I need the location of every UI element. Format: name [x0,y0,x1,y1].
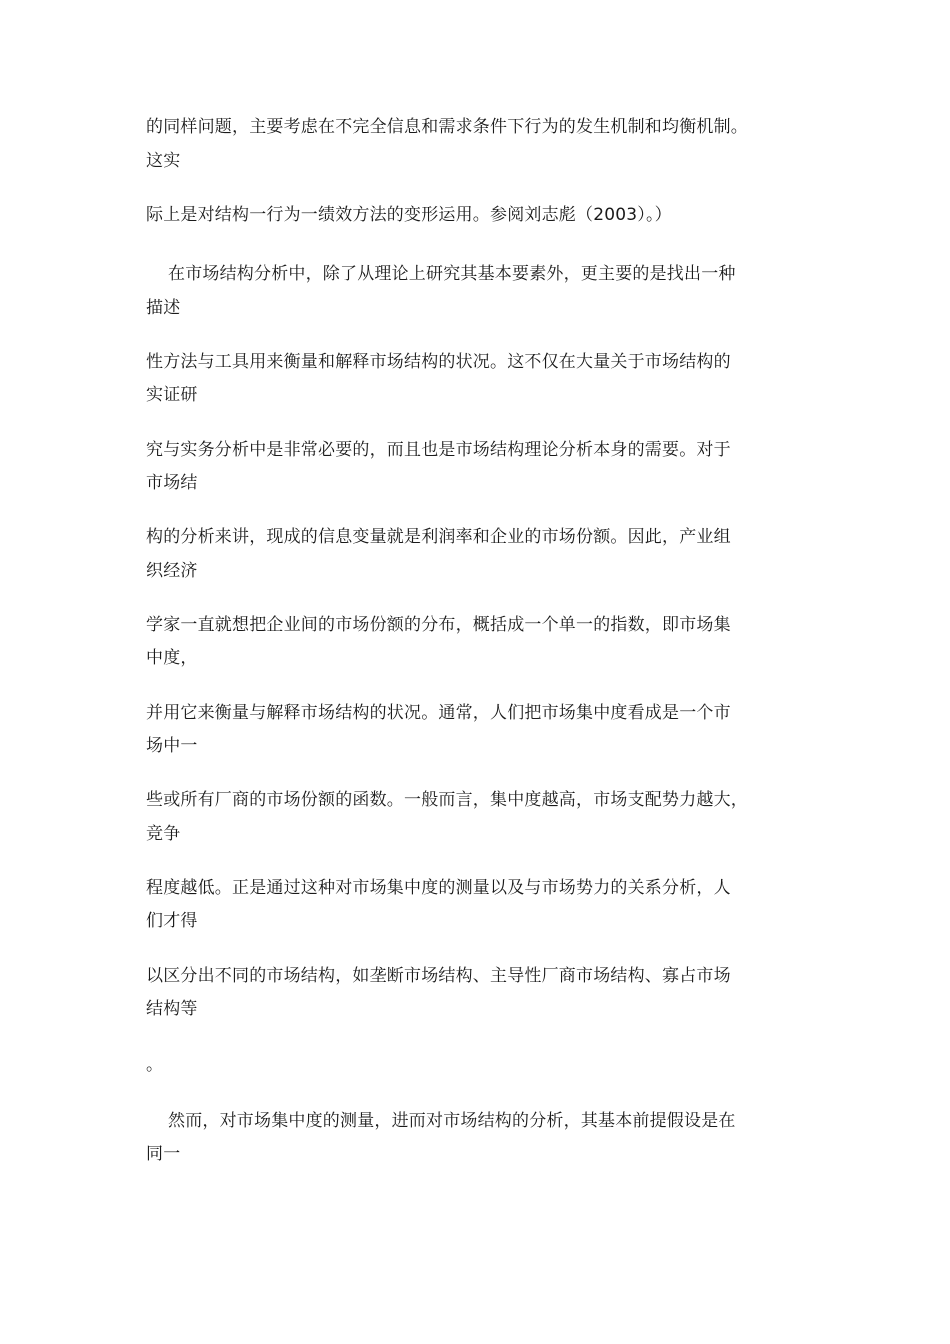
paragraph-start-line: 在市场结构分析中，除了从理论上研究其基本要素外，更主要的是找出一种 [168,264,736,284]
text-line: 竞争 [146,824,181,844]
text-line: 实证研 [146,385,198,405]
text-line: 结构等 [146,999,198,1019]
text-line: 场中一 [146,736,198,756]
text-line: 究与实务分析中是非常必要的，而且也是市场结构理论分析本身的需要。对于 [146,440,731,460]
text-line: 的同样问题，主要考虑在不完全信息和需求条件下行为的发生机制和均衡机制。 [146,117,748,137]
text-line: 并用它来衡量与解释市场结构的状况。通常，人们把市场集中度看成是一个市 [146,703,731,723]
text-line: 中度， [146,648,198,668]
text-line: 。 [146,1055,164,1075]
text-line: 这实 [146,151,181,171]
text-line: 织经济 [146,561,198,581]
text-line: 程度越低。正是通过这种对市场集中度的测量以及与市场势力的关系分析，人 [146,878,731,898]
text-line: 以区分出不同的市场结构，如垄断市场结构、主导性厂商市场结构、寡占市场 [146,966,731,986]
text-line: 们才得 [146,911,198,931]
paragraph-start-line: 然而，对市场集中度的测量，进而对市场结构的分析，其基本前提假设是在 [168,1111,736,1131]
text-line: 性方法与工具用来衡量和解释市场结构的状况。这不仅在大量关于市场结构的 [146,352,731,372]
text-line: 些或所有厂商的市场份额的函数。一般而言，集中度越高，市场支配势力越大， [146,790,748,810]
text-line: 学家一直就想把企业间的市场份额的分布，概括成一个单一的指数，即市场集 [146,615,731,635]
text-line: 际上是对结构一行为一绩效方法的变形运用。参阅刘志彪（2003）。） [146,205,672,225]
text-line: 同一 [146,1144,181,1164]
text-line: 市场结 [146,473,198,493]
text-line: 描述 [146,298,181,318]
text-line: 构的分析来讲，现成的信息变量就是利润率和企业的市场份额。因此，产业组 [146,527,731,547]
